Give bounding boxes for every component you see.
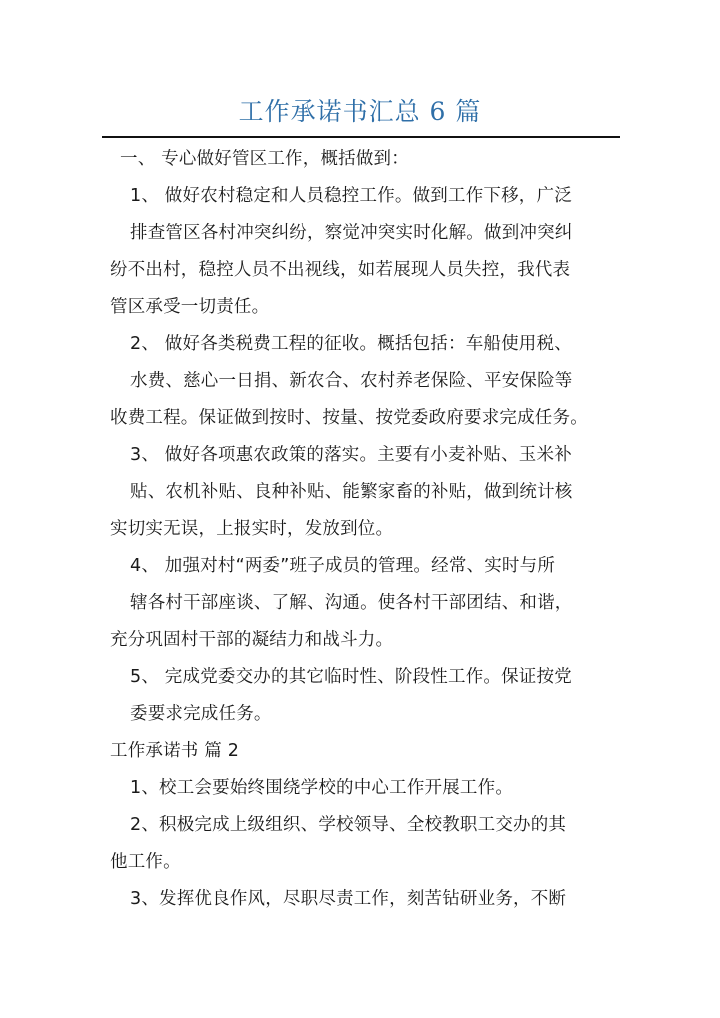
text-line: 收费工程。保证做到按时、按量、按党委政府要求完成任务。: [110, 408, 588, 428]
document-title: 工作承诺书汇总 6 篇: [238, 97, 482, 126]
text-line: 2、 做好各类税费工程的征收。概括包括：车船使用税、: [130, 334, 572, 354]
text-line: 排查管区各村冲突纠纷，察觉冲突实时化解。做到冲突纠: [130, 223, 573, 243]
section-heading: 工作承诺书 篇 2: [110, 741, 240, 761]
text-line: 3、 做好各项惠农政策的落实。主要有小麦补贴、玉米补: [130, 445, 572, 465]
text-line: 1、校工会要始终围绕学校的中心工作开展工作。: [130, 778, 514, 798]
text-line: 1、 做好农村稳定和人员稳控工作。做到工作下移，广泛: [130, 186, 572, 206]
text-line: 辖各村干部座谈、了解、沟通。使各村干部团结、和谐，: [130, 593, 573, 613]
text-line: 管区承受一切责任。: [110, 297, 270, 317]
title-divider: [102, 136, 620, 138]
text-line: 5、 完成党委交办的其它临时性、阶段性工作。保证按党: [130, 667, 572, 687]
text-line: 水费、慈心一日捐、新农合、农村养老保险、平安保险等: [130, 371, 573, 391]
text-line: 委要求完成任务。: [130, 704, 272, 724]
text-line: 贴、农机补贴、良种补贴、能繁家畜的补贴，做到统计核: [130, 482, 573, 502]
text-line: 他工作。: [110, 852, 181, 872]
text-line: 实切实无误，上报实时，发放到位。: [110, 519, 394, 539]
text-line: 一、 专心做好管区工作，概括做到：: [120, 149, 409, 169]
text-line: 2、积极完成上级组织、学校领导、全校教职工交办的其: [130, 815, 567, 835]
text-line: 4、 加强对村“两委”班子成员的管理。经常、实时与所: [130, 556, 556, 576]
text-line: 3、发挥优良作风，尽职尽责工作，刻苦钻研业务，不断: [130, 889, 567, 909]
text-line: 纷不出村，稳控人员不出视线，如若展现人员失控，我代表: [110, 260, 571, 280]
text-line: 充分巩固村干部的凝结力和战斗力。: [110, 630, 394, 650]
